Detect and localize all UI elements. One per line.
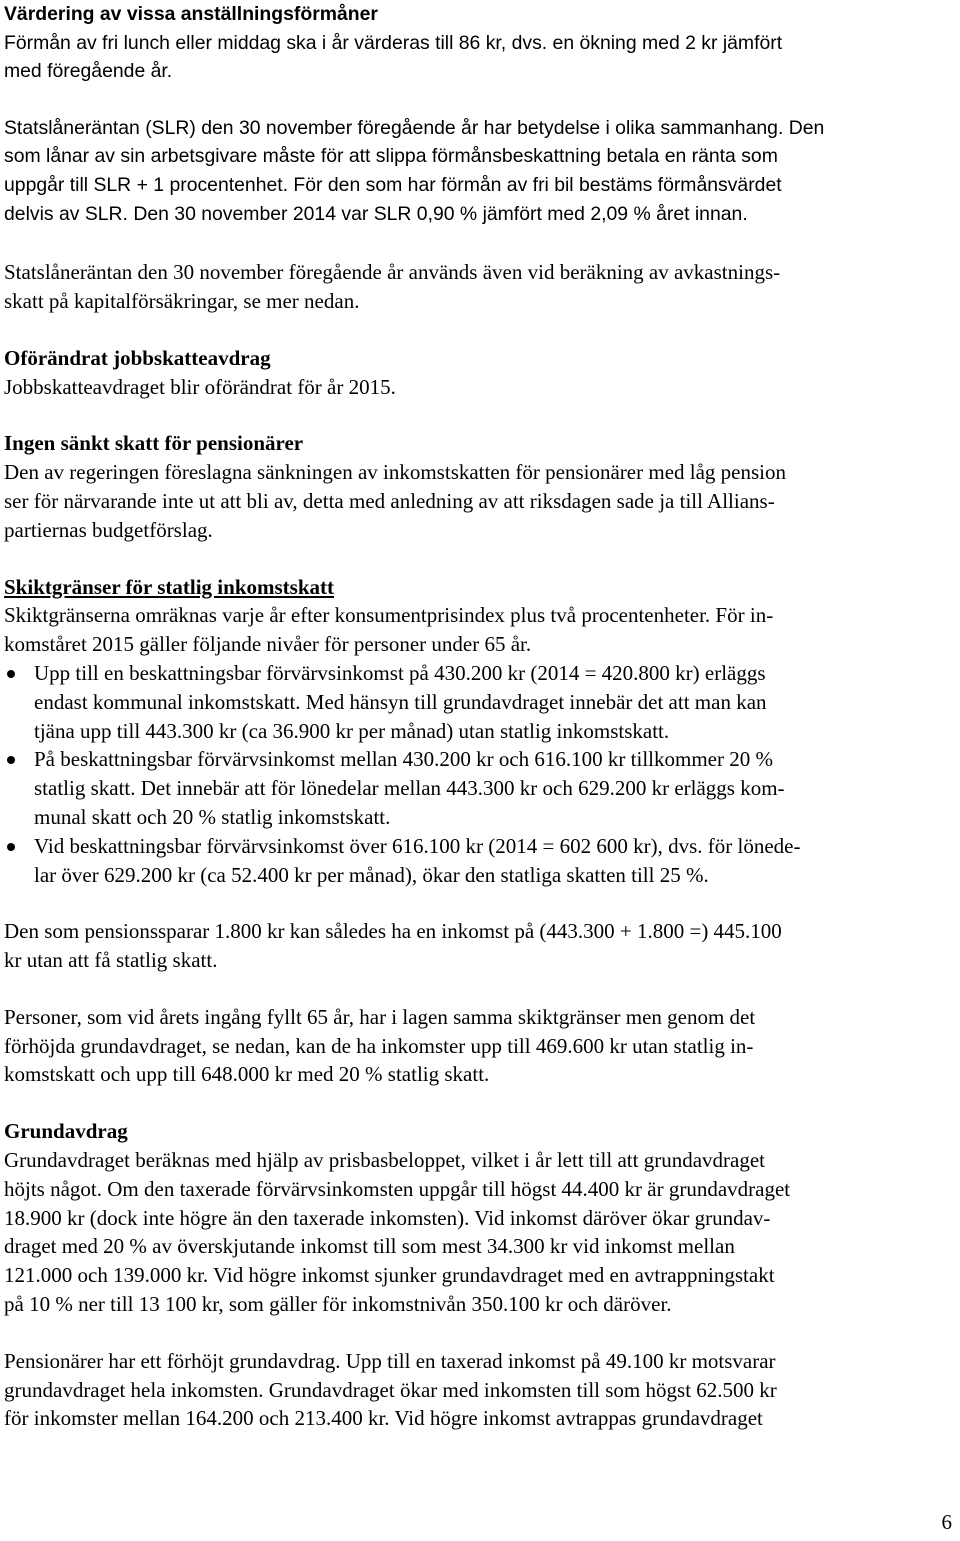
text-line: Skiktgränserna omräknas varje år efter konsumentprisindex plus två procentenheter. För in- bbox=[4, 603, 774, 628]
paragraph-pensionarer-grundavdrag bbox=[4, 1347, 952, 1433]
text-line: Vid beskattningsbar förvärvsinkomst över 616.100 kr (2014 = 602 600 kr), dvs. för lönede- bbox=[34, 833, 801, 858]
bullet-icon bbox=[7, 843, 15, 851]
text-line: partiernas budgetförslag. bbox=[4, 517, 213, 542]
paragraph-gap bbox=[4, 975, 952, 1003]
text-line: Pensionärer har ett förhöjt grundavdrag. Upp till en taxerad inkomst på 49.100 kr motsvarar bbox=[4, 1348, 776, 1373]
section-heading: Värdering av vissa anställningsförmåner bbox=[4, 3, 378, 25]
text-line: på 10 % ner till 13 100 kr, som gäller för inkomstnivån 350.100 kr och däröver. bbox=[4, 1292, 672, 1317]
text-line: tjäna upp till 443.300 kr (ca 36.900 kr per månad) utan statlig inkomstskatt. bbox=[34, 718, 670, 743]
section-jobbskatteavdrag bbox=[4, 344, 952, 402]
section-grundavdrag bbox=[4, 1117, 952, 1433]
paragraph-gap bbox=[4, 86, 952, 114]
text-line: Den av regeringen föreslagna sänkningen av inkomstskatten för pensionärer med låg pension bbox=[4, 460, 787, 485]
paragraph-over-65 bbox=[4, 1003, 952, 1089]
section-skiktgranser bbox=[4, 573, 952, 1090]
section-heading: Skiktgränser för statlig inkomstskatt bbox=[4, 574, 335, 599]
text-line: Personer, som vid årets ingång fyllt 65 år, har i lagen samma skiktgränser men genom det bbox=[4, 1004, 756, 1029]
text-line: ser för närvarande inte ut att bli av, detta med anledning av att riksdagen sade ja till Allians- bbox=[4, 488, 775, 513]
text-line: På beskattningsbar förvärvsinkomst mellan 430.200 kr och 616.100 kr tillkommer 20 % bbox=[34, 747, 773, 772]
text-line: Jobbskatteavdraget blir oförändrat för år 2015. bbox=[4, 374, 396, 399]
paragraph-gap bbox=[4, 401, 952, 429]
section-heading: Grundavdrag bbox=[4, 1119, 128, 1144]
text-line: höjts något. Om den taxerade förvärvsinkomsten uppgår till högst 44.400 kr är grundavdraget bbox=[4, 1176, 791, 1201]
bullet-list bbox=[4, 659, 952, 889]
section-anstallningsformaner bbox=[4, 0, 952, 228]
page-number: 6 bbox=[941, 1510, 952, 1534]
paragraph-gap bbox=[4, 545, 952, 573]
text-line: komstskatt och upp till 648.000 kr med 20 % statlig skatt. bbox=[4, 1062, 490, 1087]
paragraph-gap bbox=[4, 228, 952, 258]
section-heading: Oförändrat jobbskatteavdrag bbox=[4, 345, 271, 370]
text-line: Grundavdraget beräknas med hjälp av prisbasbeloppet, vilket i år lett till att grundavdraget bbox=[4, 1148, 766, 1173]
text-line: statlig skatt. Det innebär att för lönedelar mellan 443.300 kr och 629.200 kr erläggs kom- bbox=[34, 776, 785, 801]
text-line: Den som pensionssparar 1.800 kr kan således ha en inkomst på (443.300 + 1.800 =) 445.100 bbox=[4, 919, 782, 944]
paragraph-slr bbox=[4, 114, 952, 228]
paragraph-slr-kapitalforsakring bbox=[4, 258, 952, 316]
text-line: 18.900 kr (dock inte högre än den taxerade inkomsten). Vid inkomst däröver ökar grundav- bbox=[4, 1205, 771, 1230]
text-line: Upp till en beskattningsbar förvärvsinkomst på 430.200 kr (2014 = 420.800 kr) erläggs bbox=[34, 660, 766, 685]
list-item bbox=[4, 745, 952, 831]
document-page bbox=[4, 0, 952, 1433]
text-line: Förmån av fri lunch eller middag ska i år värderas till 86 kr, dvs. en ökning med 2 kr jämfört bbox=[4, 31, 783, 54]
text-line: Statslåneräntan den 30 november föregående år används även vid beräkning av avkastnings- bbox=[4, 260, 781, 285]
paragraph-gap bbox=[4, 1319, 952, 1347]
text-line: lar över 629.200 kr (ca 52.400 kr per månad), ökar den statliga skatten till 25 %. bbox=[34, 862, 709, 887]
text-line: förhöjda grundavdraget, se nedan, kan de ha inkomster upp till 469.600 kr utan statlig in- bbox=[4, 1033, 754, 1058]
text-line: kr utan att få statlig skatt. bbox=[4, 948, 218, 973]
text-line: delvis av SLR. Den 30 november 2014 var SLR 0,90 % jämfört med 2,09 % året innan. bbox=[4, 202, 748, 225]
bullet-icon bbox=[7, 670, 15, 678]
text-line: komståret 2015 gäller följande nivåer för personer under 65 år. bbox=[4, 632, 532, 657]
text-line: som lånar av sin arbetsgivare måste för att slippa förmånsbeskattning betala en ränta som bbox=[4, 145, 778, 168]
text-line: uppgår till SLR + 1 procentenhet. För den som har förmån av fri bil bestäms förmånsvärdet bbox=[4, 173, 782, 196]
text-line: grundavdraget hela inkomsten. Grundavdraget ökar med inkomsten till som högst 62.500 kr bbox=[4, 1377, 777, 1402]
text-line: munal skatt och 20 % statlig inkomstskatt. bbox=[34, 804, 391, 829]
text-line: skatt på kapitalförsäkringar, se mer nedan. bbox=[4, 288, 360, 313]
paragraph-gap bbox=[4, 1089, 952, 1117]
paragraph-gap bbox=[4, 316, 952, 344]
text-line: med föregående år. bbox=[4, 60, 173, 83]
section-heading: Ingen sänkt skatt för pensionärer bbox=[4, 431, 304, 456]
section-pensionarer bbox=[4, 429, 952, 544]
text-line: 121.000 och 139.000 kr. Vid högre inkomst sjunker grundavdraget med en avtrappningstakt bbox=[4, 1263, 775, 1288]
text-line: endast kommunal inkomstskatt. Med hänsyn till grundavdraget innebär det att man kan bbox=[34, 689, 767, 714]
text-line: för inkomster mellan 164.200 och 213.400 kr. Vid högre inkomst avtrappas grundavdraget bbox=[4, 1406, 763, 1431]
list-item bbox=[4, 659, 952, 745]
paragraph-gap bbox=[4, 889, 952, 917]
serif-content bbox=[4, 228, 952, 1433]
paragraph-pensionssparande bbox=[4, 917, 952, 975]
text-line: draget med 20 % av överskjutande inkomst till som mest 34.300 kr vid inkomst mellan bbox=[4, 1234, 735, 1259]
bullet-icon bbox=[7, 756, 15, 764]
paragraph-lunch bbox=[4, 29, 952, 86]
list-item bbox=[4, 832, 952, 890]
text-line: Statslåneräntan (SLR) den 30 november föregående år har betydelse i olika sammanhang. Den bbox=[4, 116, 825, 139]
